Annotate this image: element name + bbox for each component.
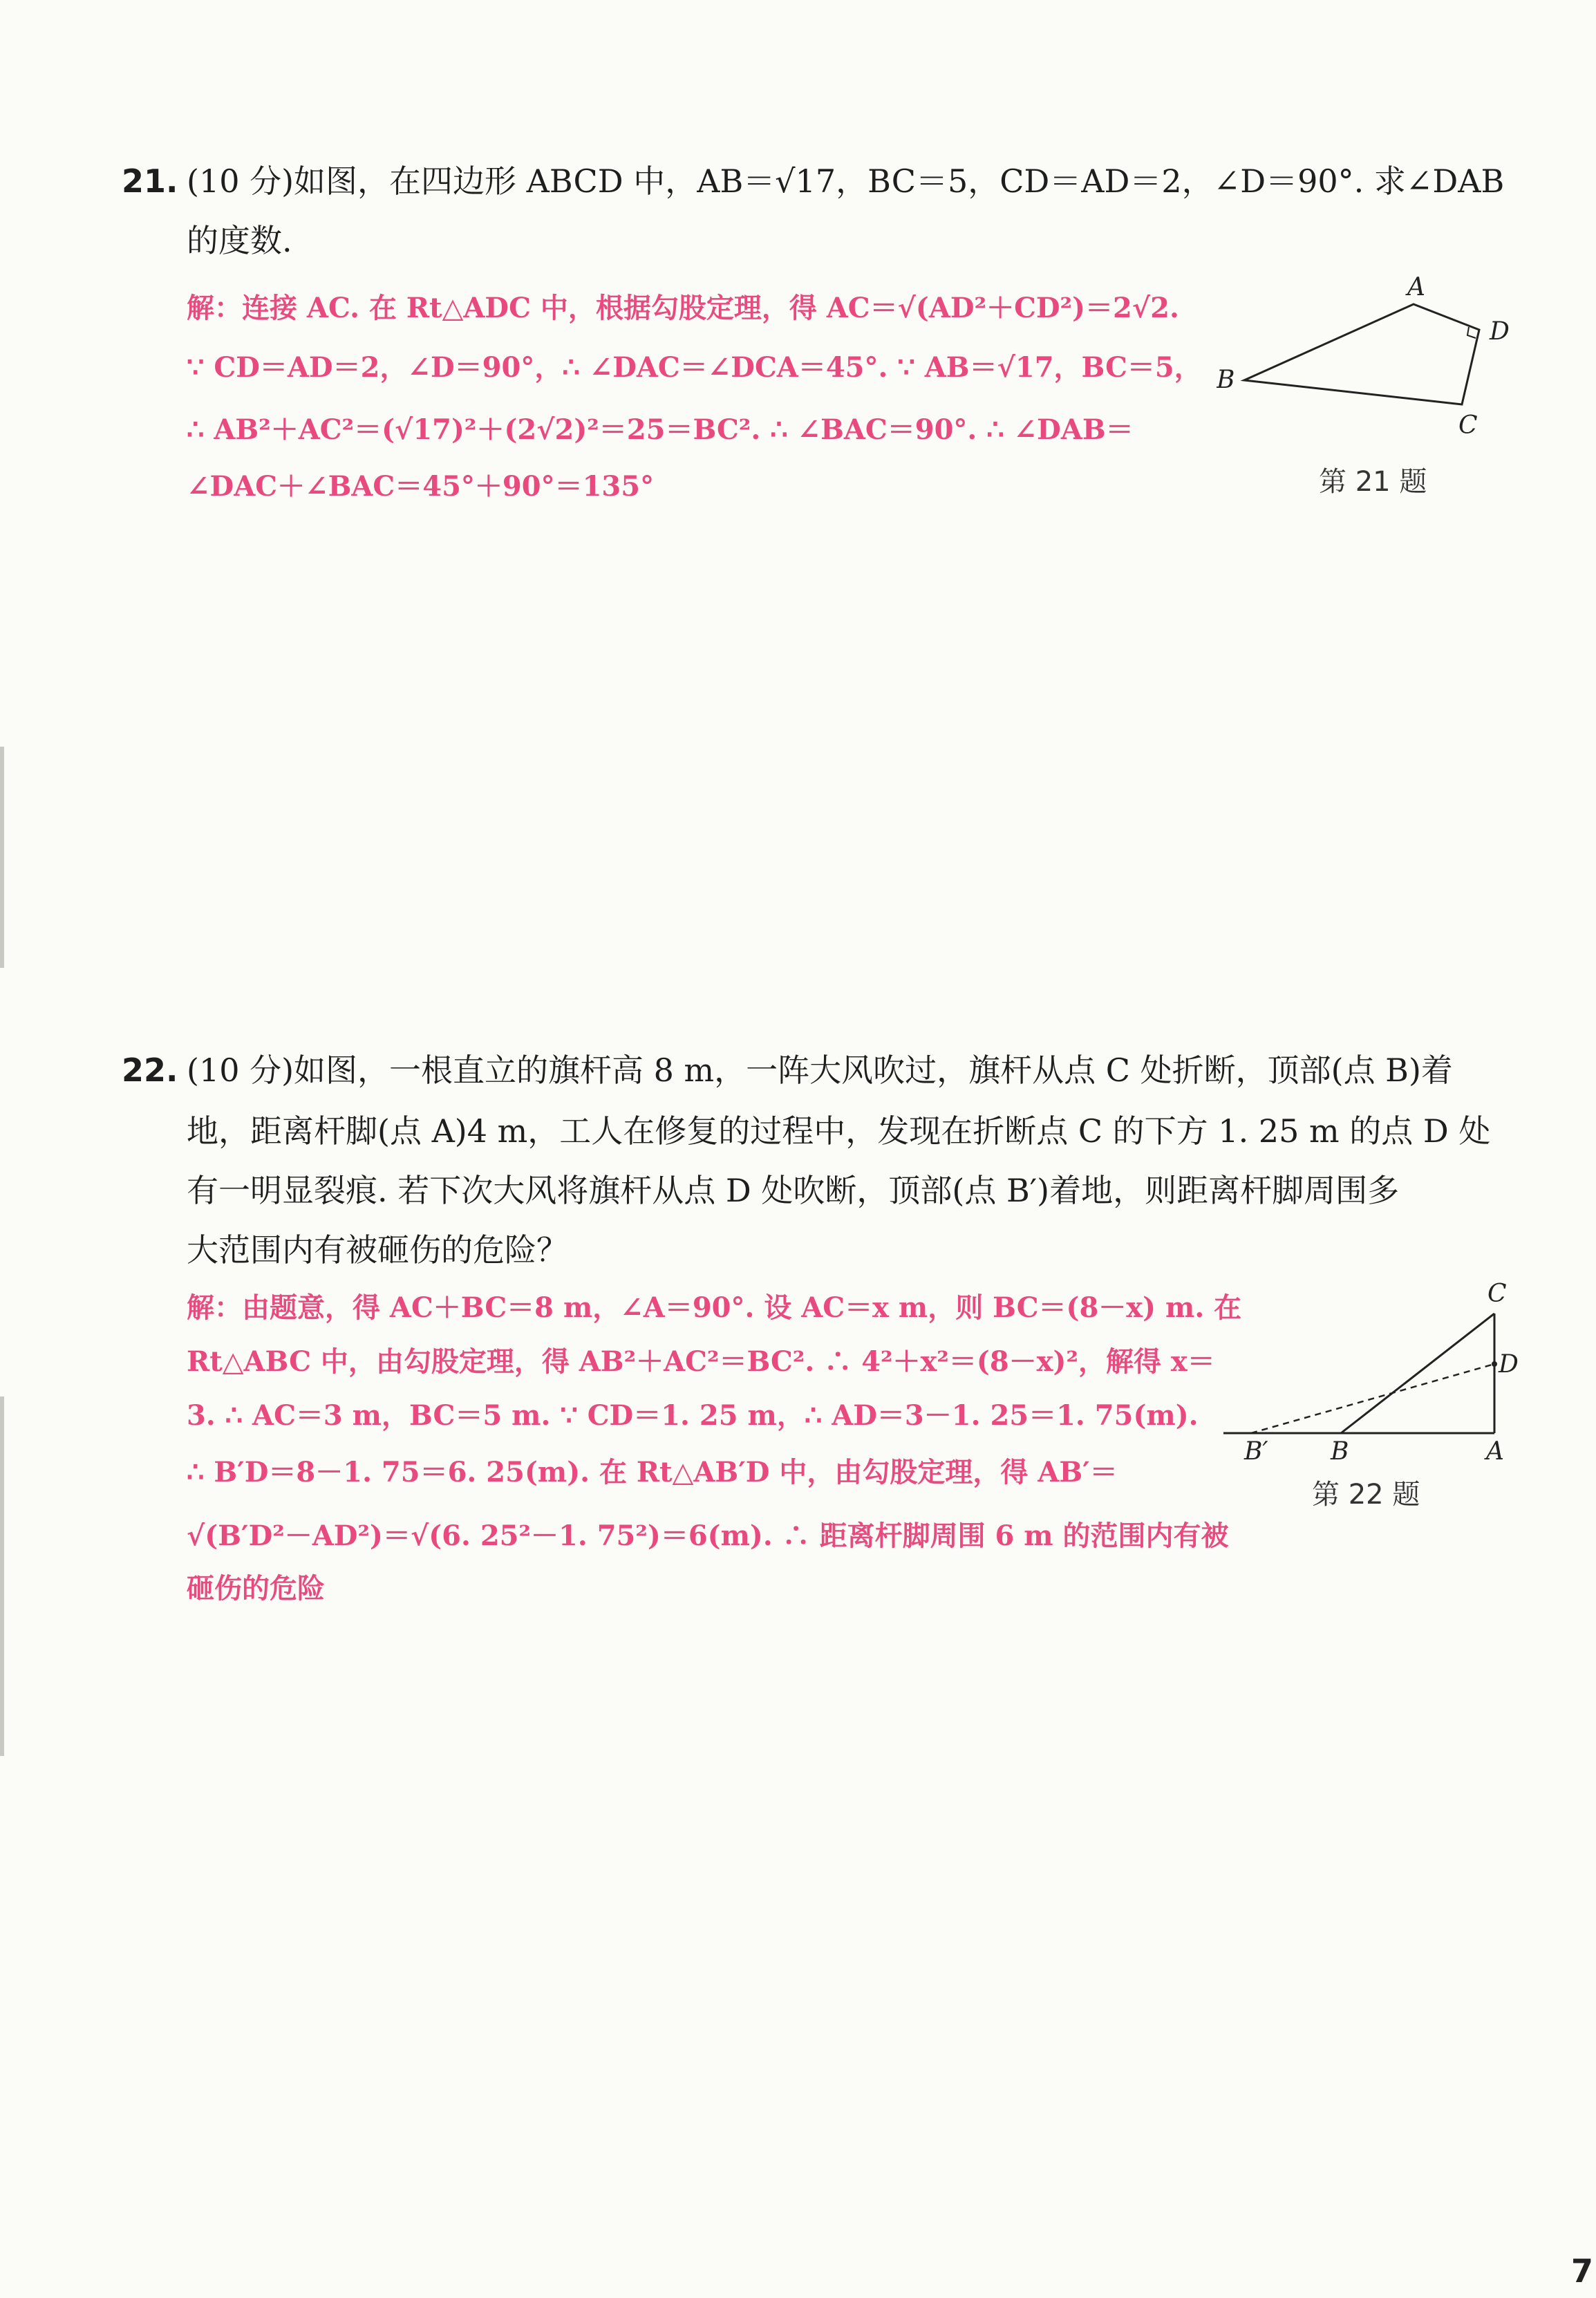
binding-edge xyxy=(0,1396,4,1756)
question-text-line: 的度数. xyxy=(187,222,292,259)
figure-22-flagpole xyxy=(1223,1282,1521,1462)
solution-line: 解：连接 AC. 在 Rt△ADC 中，根据勾股定理，得 AC＝√(AD²＋CD²)＝2√2. xyxy=(187,292,1179,324)
point-label-b-prime: B′ xyxy=(1244,1437,1268,1462)
solution-line: ∠DAC＋∠BAC＝45°＋90°＝135° xyxy=(187,470,655,503)
point-label-b: B xyxy=(1331,1437,1349,1462)
solution-line: 解：由题意，得 AC＋BC＝8 m，∠A＝90°. 设 AC＝x m，则 BC＝(8－x) m. 在 xyxy=(187,1291,1242,1324)
point-label-c: C xyxy=(1487,1282,1507,1308)
point-label-d: D xyxy=(1490,317,1510,346)
solution-line: 3. ∴ AC＝3 m，BC＝5 m. ∵ CD＝1. 25 m，∴ AD＝3－1. 25＝1. 75(m). xyxy=(187,1399,1199,1432)
page-number: 7 xyxy=(1570,2252,1593,2290)
figure-caption: 第 22 题 xyxy=(1312,1479,1420,1511)
solution-line: ∵ CD＝AD＝2，∠D＝90°，∴ ∠DAC＝∠DCA＝45°. ∵ AB＝√17，BC＝5， xyxy=(187,351,1202,384)
point-label-a: A xyxy=(1407,273,1425,301)
quadrilateral-abcd xyxy=(1244,304,1479,404)
point-label-b: B xyxy=(1217,366,1235,394)
point-label-d: D xyxy=(1499,1350,1519,1379)
point-label-a: A xyxy=(1486,1437,1504,1462)
question-text-line: 地，距离杆脚(点 A)4 m，工人在修复的过程中，发现在折断点 C 的下方 1. 25 m 的点 D 处 xyxy=(187,1112,1491,1150)
solution-line: √(B′D²－AD²)＝√(6. 25²－1. 75²)＝6(m). ∴ 距离杆脚周围 6 m 的范围内有被 xyxy=(187,1520,1229,1552)
solution-line: 砸伤的危险 xyxy=(187,1572,325,1605)
question-text-line: 大范围内有被砸伤的危险？ xyxy=(187,1231,568,1269)
point-label-c: C xyxy=(1458,411,1478,440)
solution-line: Rt△ABC 中，由勾股定理，得 AB²＋AC²＝BC². ∴ 4²＋x²＝(8－x)²，解得 x＝ xyxy=(187,1345,1215,1378)
solution-line: ∴ AB²＋AC²＝(√17)²＋(2√2)²＝25＝BC². ∴ ∠BAC＝90°. ∴ ∠DAB＝ xyxy=(187,413,1134,446)
figure-caption: 第 21 题 xyxy=(1319,466,1427,498)
figure-21-quadrilateral xyxy=(1217,273,1521,453)
question-text-line: (10 分)如图，一根直立的旗杆高 8 m，一阵大风吹过，旗杆从点 C 处折断，顶部(点 B)着 xyxy=(187,1052,1453,1089)
point-d-dot xyxy=(1492,1361,1497,1367)
question-number: 22. xyxy=(122,1052,178,1089)
solution-line: ∴ B′D＝8－1. 75＝6. 25(m). 在 Rt△AB′D 中，由勾股定理，得 AB′＝ xyxy=(187,1456,1118,1488)
dashed-line-b-prime-d xyxy=(1251,1364,1494,1433)
question-text-line: 有一明显裂痕. 若下次大风将旗杆从点 D 处吹断，顶部(点 B′)着地，则距离杆脚周围多 xyxy=(187,1172,1400,1209)
question-number: 21. xyxy=(122,162,178,200)
broken-top-bc xyxy=(1341,1314,1494,1433)
binding-edge xyxy=(0,747,4,968)
question-text-line: (10 分)如图，在四边形 ABCD 中，AB＝√17，BC＝5，CD＝AD＝2，∠D＝90°. 求∠DAB xyxy=(187,162,1505,200)
